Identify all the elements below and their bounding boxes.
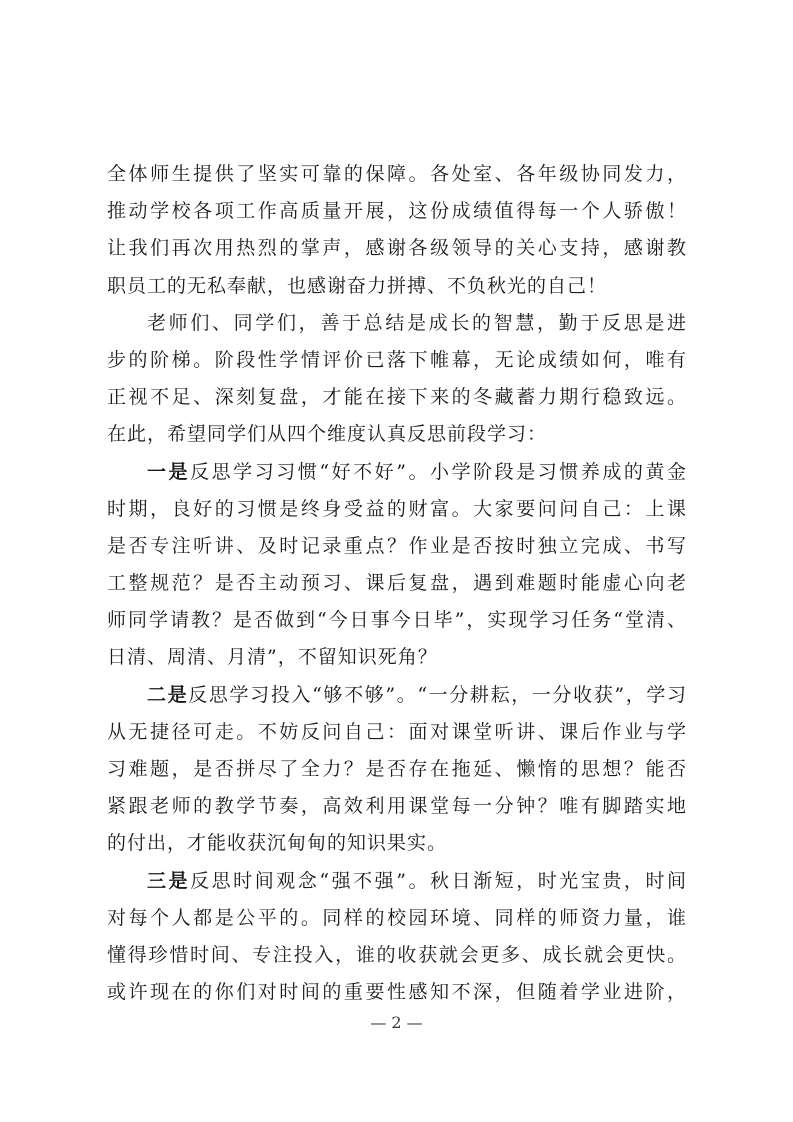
text-line: 正视不足、深刻复盘，才能在接下来的冬藏蓄力期行稳致远。 [107, 386, 687, 409]
text-fragment: 反思时间观念“强不强”。秋日渐短，时光宝贵，时间 [190, 869, 687, 892]
paragraph-1 [107, 156, 687, 305]
text-line: 紧跟老师的教学节奏，高效利用课堂每一分钟？唯有脚踏实地 [107, 795, 687, 818]
text-line: 懂得珍惜时间、专注投入，谁的收获就会更多、成长就会更快。 [107, 943, 687, 966]
text-line: 是否专注听讲、及时记录重点？作业是否按时独立完成、书写 [107, 534, 687, 557]
text-line [107, 677, 687, 714]
document-body [107, 156, 687, 1011]
text-fragment: 反思学习投入“够不够”。“一分耕耘，一分收获”，学习 [188, 683, 687, 706]
text-line: 推动学校各项工作高质量开展，这份成绩值得每一个人骄傲！ [107, 200, 687, 223]
page-number: — 2 — [370, 1013, 423, 1032]
text-line [107, 863, 687, 900]
text-line: 从无捷径可走。不妨反问自己：面对课堂听讲、课后作业与学 [107, 720, 687, 743]
text-line: 全体师生提供了坚实可靠的保障。各处室、各年级协同发力， [107, 163, 687, 185]
paragraph-lead: 三是 [147, 869, 191, 892]
text-line: 时期，良好的习惯是终身受益的财富。大家要问问自己：上课 [107, 497, 687, 520]
text-line: 让我们再次用热烈的掌声，感谢各级领导的关心支持，感谢教 [107, 237, 687, 260]
text-line: 老师们、同学们，善于总结是成长的智慧，勤于反思是进 [147, 311, 687, 334]
text-line: 工整规范？是否主动预习、课后复盘，遇到难题时能虚心向老 [107, 572, 687, 595]
text-line [107, 454, 687, 491]
text-line: 师同学请教？是否做到“今日事今日毕”，实现学习任务“堂清、 [107, 609, 687, 632]
text-line: 习难题，是否拼尽了全力？是否存在拖延、懒惰的思想？能否 [107, 758, 687, 780]
paragraph-4 [107, 677, 687, 863]
text-line: 或许现在的你们对时间的重要性感知不深，但随着学业进阶， [107, 981, 687, 1004]
paragraph-2 [107, 305, 687, 454]
text-line: 对每个人都是公平的。同样的校园环境、同样的师资力量，谁 [107, 906, 687, 929]
text-line: 步的阶梯。阶段性学情评价已落下帷幕，无论成绩如何，唯有 [107, 348, 687, 371]
paragraph-3 [107, 454, 687, 677]
paragraph-5 [107, 863, 687, 1012]
paragraph-lead: 二是 [147, 683, 189, 706]
text-line: 的付出，才能收获沉甸甸的知识果实。 [107, 832, 448, 855]
text-line: 日清、周清、月清”，不留知识死角？ [107, 646, 438, 669]
text-line: 在此，希望同学们从四个维度认真反思前段学习： [107, 423, 548, 446]
text-fragment: 反思学习习惯“好不好”。小学阶段是习惯养成的黄金 [190, 460, 687, 483]
paragraph-lead: 一是 [147, 460, 191, 483]
text-line: 职员工的无私奉献，也感谢奋力拼搏、不负秋光的自己！ [107, 274, 608, 297]
